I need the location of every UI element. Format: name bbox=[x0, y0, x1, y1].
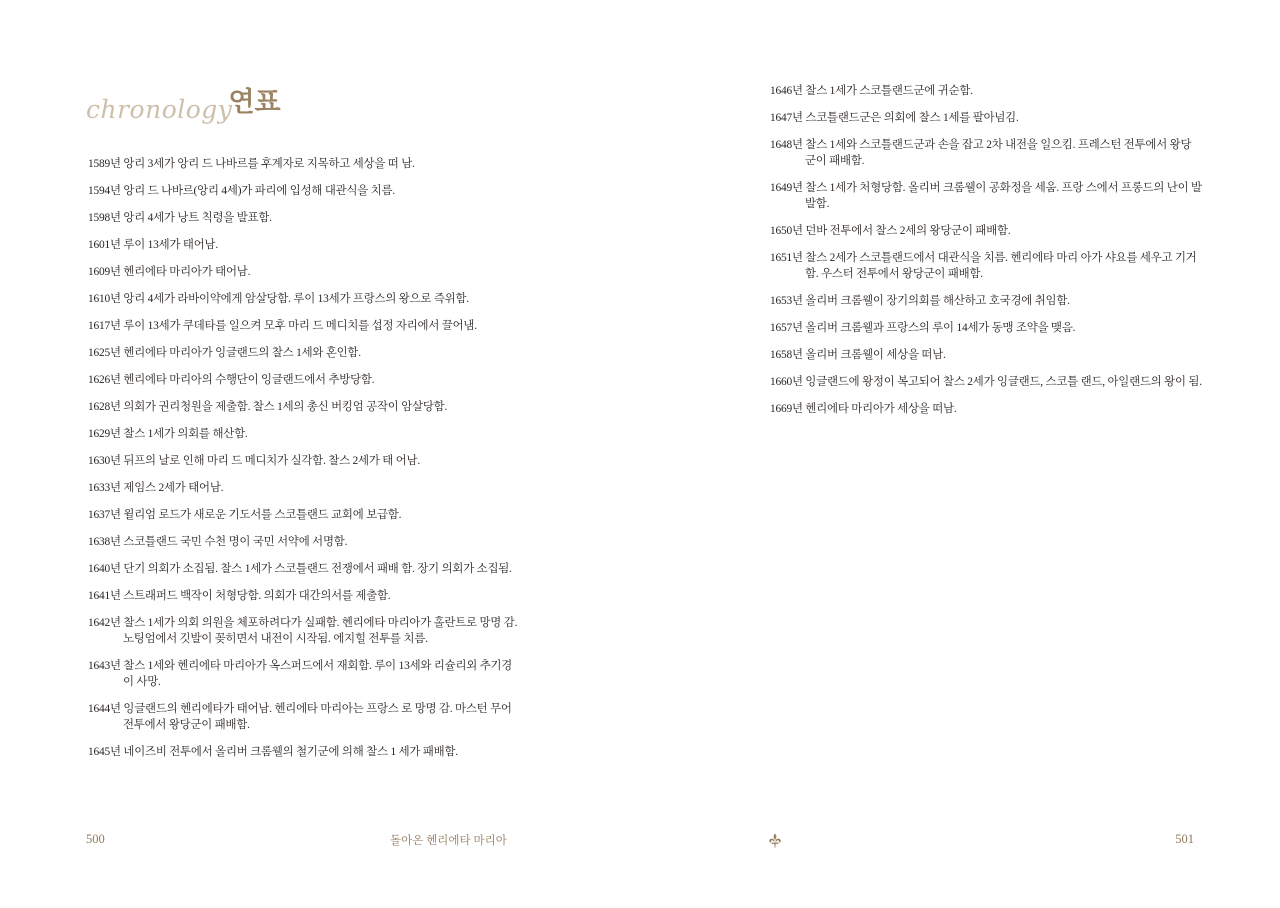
chronology-entry: 1647년 스코틀랜드군은 의회에 찰스 1세를 팔아넘김. bbox=[770, 112, 1019, 124]
chronology-entry: 1641년 스트래퍼드 백작이 처형당함. 의회가 대간의서를 제출함. bbox=[88, 590, 391, 602]
fleur-de-lis-icon bbox=[768, 833, 782, 849]
chronology-entry: 1638년 스코틀랜드 국민 수천 명이 국민 서약에 서명함. bbox=[88, 536, 348, 548]
chronology-entry: 1643년 찰스 1세와 헨리에타 마리아가 옥스퍼드에서 재회함. 루이 13세와 리슐리외 추기경이 사망. bbox=[88, 660, 513, 688]
chronology-entry: 1645년 네이즈비 전투에서 올리버 크롬웰의 철기군에 의해 찰스 1 세가 패배함. bbox=[88, 746, 458, 758]
chronology-entry: 1669년 헨리에타 마리아가 세상을 떠남. bbox=[770, 403, 957, 415]
page-number-right: 501 bbox=[1175, 832, 1194, 846]
chronology-entry: 1650년 던바 전투에서 찰스 2세의 왕당군이 패배함. bbox=[770, 225, 1011, 237]
page-number-left: 500 bbox=[86, 832, 105, 846]
chronology-entry: 1637년 윌리엄 로드가 새로운 기도서를 스코틀랜드 교회에 보급함. bbox=[88, 509, 402, 521]
chronology-entry: 1630년 뒤프의 날로 인해 마리 드 메디치가 실각함. 찰스 2세가 태 어남. bbox=[88, 455, 420, 467]
chronology-entry: 1644년 잉글랜드의 헨리에타가 태어남. 헨리에타 마리아는 프랑스 로 망명 감. 마스턴 무어 전투에서 왕당군이 패배함. bbox=[88, 703, 512, 731]
chronology-entry: 1646년 찰스 1세가 스코틀랜드군에 귀순함. bbox=[770, 85, 973, 97]
chronology-entry: 1629년 찰스 1세가 의회를 해산함. bbox=[88, 428, 248, 440]
chronology-entry: 1633년 제임스 2세가 태어남. bbox=[88, 482, 224, 494]
chronology-entry: 1660년 잉글랜드에 왕정이 복고되어 찰스 2세가 잉글랜드, 스코틀 랜드, 아일랜드의 왕이 됨. bbox=[770, 376, 1202, 388]
right-page bbox=[640, 0, 1280, 908]
chronology-list-left bbox=[88, 156, 520, 771]
chronology-entry: 1601년 루이 13세가 태어남. bbox=[88, 239, 218, 251]
chronology-entry: 1609년 헨리에타 마리아가 태어남. bbox=[88, 266, 251, 278]
running-title: 돌아온 헨리에타 마리아 bbox=[390, 835, 507, 847]
chronology-entry: 1657년 올리버 크롬웰과 프랑스의 루이 14세가 동맹 조약을 맺음. bbox=[770, 322, 1076, 334]
chronology-entry: 1610년 앙리 4세가 라바이약에게 암살당함. 루이 13세가 프랑스의 왕으로 즉위함. bbox=[88, 293, 469, 305]
chronology-entry: 1642년 찰스 1세가 의회 의원을 체포하려다가 실패함. 헨리에타 마리아가 홀란트로 망명 감. 노팅엄에서 깃발이 꽂히면서 내전이 시작됨. 에지힐 전투를 치름. bbox=[88, 617, 518, 645]
chronology-entry: 1598년 앙리 4세가 낭트 칙령을 발표함. bbox=[88, 212, 272, 224]
chronology-list-right bbox=[770, 83, 1202, 428]
chronology-entry: 1653년 올리버 크롬웰이 장기의회를 해산하고 호국경에 취임함. bbox=[770, 295, 1070, 307]
chronology-entry: 1626년 헨리에타 마리아의 수행단이 잉글랜드에서 추방당함. bbox=[88, 374, 375, 386]
chronology-entry: 1594년 앙리 드 나바르(앙리 4세)가 파리에 입성해 대관식을 치름. bbox=[88, 185, 395, 197]
chronology-entry: 1628년 의회가 권리청원을 제출함. 찰스 1세의 총신 버킹엄 공작이 암살당함. bbox=[88, 401, 448, 413]
heading-script: chronology bbox=[86, 95, 233, 124]
page-title: 연표 bbox=[228, 87, 281, 118]
chronology-heading bbox=[86, 80, 281, 130]
chronology-entry: 1649년 찰스 1세가 처형당함. 올리버 크롬웰이 공화정을 세움. 프랑 스에서 프롱드의 난이 발발함. bbox=[770, 182, 1202, 210]
chronology-entry: 1617년 루이 13세가 쿠데타를 일으켜 모후 마리 드 메디치를 섭정 자리에서 끌어냄. bbox=[88, 320, 477, 332]
chronology-entry: 1651년 찰스 2세가 스코틀랜드에서 대관식을 치름. 헨리에타 마리 아가 샤요를 세우고 기거함. 우스터 전투에서 왕당군이 패배함. bbox=[770, 252, 1197, 280]
chronology-entry: 1589년 앙리 3세가 앙리 드 나바르를 후계자로 지목하고 세상을 떠 남. bbox=[88, 158, 415, 170]
chronology-entry: 1640년 단기 의회가 소집됨. 찰스 1세가 스코틀랜드 전쟁에서 패배 함. 장기 의회가 소집됨. bbox=[88, 563, 512, 575]
chronology-entry: 1625년 헨리에타 마리아가 잉글랜드의 찰스 1세와 혼인함. bbox=[88, 347, 361, 359]
chronology-entry: 1658년 올리버 크롬웰이 세상을 떠남. bbox=[770, 349, 946, 361]
chronology-entry: 1648년 찰스 1세와 스코틀랜드군과 손을 잡고 2차 내전을 일으킴. 프레스턴 전투에서 왕당군이 패배함. bbox=[770, 139, 1192, 167]
